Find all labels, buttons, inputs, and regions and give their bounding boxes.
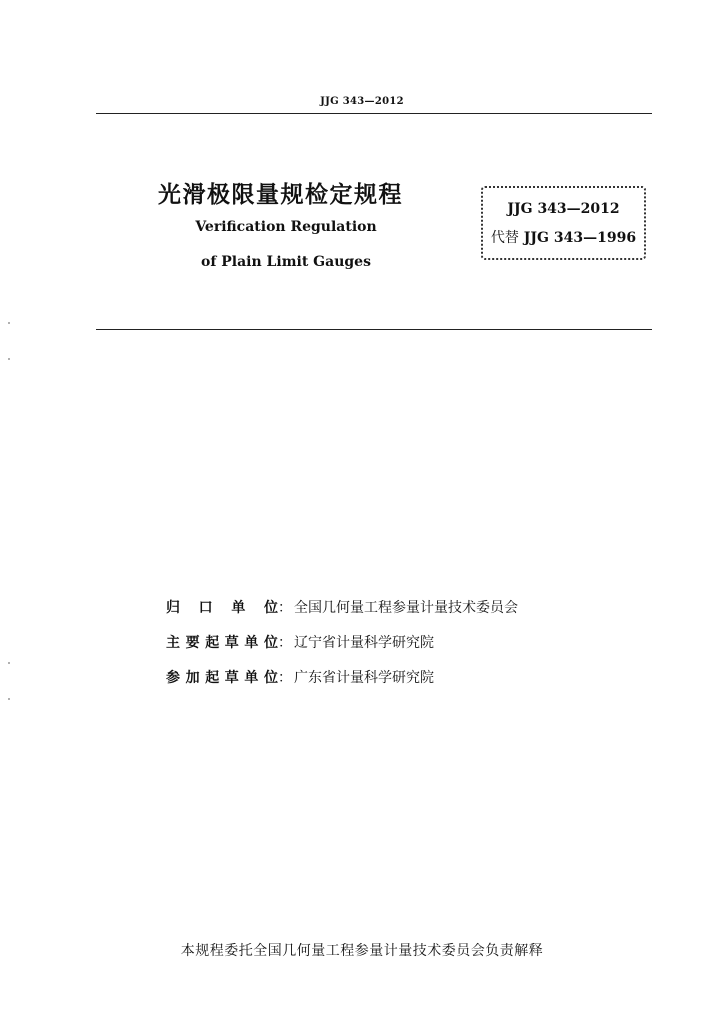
header-code: JJG 343—2012	[320, 96, 404, 107]
replaces-code: JJG 343—1996	[523, 230, 637, 246]
standard-code: JJG 343—2012	[507, 201, 620, 217]
org-value: 全国几何量工程参量计量技术委员会	[294, 600, 518, 616]
footer-note: 本规程委托全国几何量工程参量计量技术委员会负责解释	[180, 943, 544, 959]
org-row-responsible	[166, 597, 518, 617]
title-english-line-2: of Plain Limit Gauges	[201, 254, 371, 270]
org-value: 广东省计量科学研究院	[294, 670, 434, 686]
org-row-participating-drafter	[166, 667, 434, 687]
scan-margin-dot	[8, 358, 10, 360]
replaces-standard	[483, 227, 644, 247]
top-rule	[96, 113, 652, 114]
org-separator: ：	[278, 635, 292, 651]
replaces-prefix: 代替	[490, 230, 519, 246]
scan-margin-dot	[8, 322, 10, 324]
org-separator: ：	[278, 600, 292, 616]
standard-code-box	[481, 186, 646, 260]
org-value: 辽宁省计量科学研究院	[294, 635, 434, 651]
title-chinese: 光滑极限量规检定规程	[158, 182, 403, 208]
org-label: 归口单位	[166, 600, 278, 616]
scan-margin-dot	[8, 662, 10, 664]
org-row-main-drafter	[166, 632, 434, 652]
org-label: 参加起草单位	[166, 670, 278, 686]
org-label: 主要起草单位	[166, 635, 278, 651]
scan-margin-dot	[8, 698, 10, 700]
org-separator: ：	[278, 670, 292, 686]
middle-rule	[96, 329, 652, 330]
title-english-line-1: Verification Regulation	[195, 219, 377, 235]
